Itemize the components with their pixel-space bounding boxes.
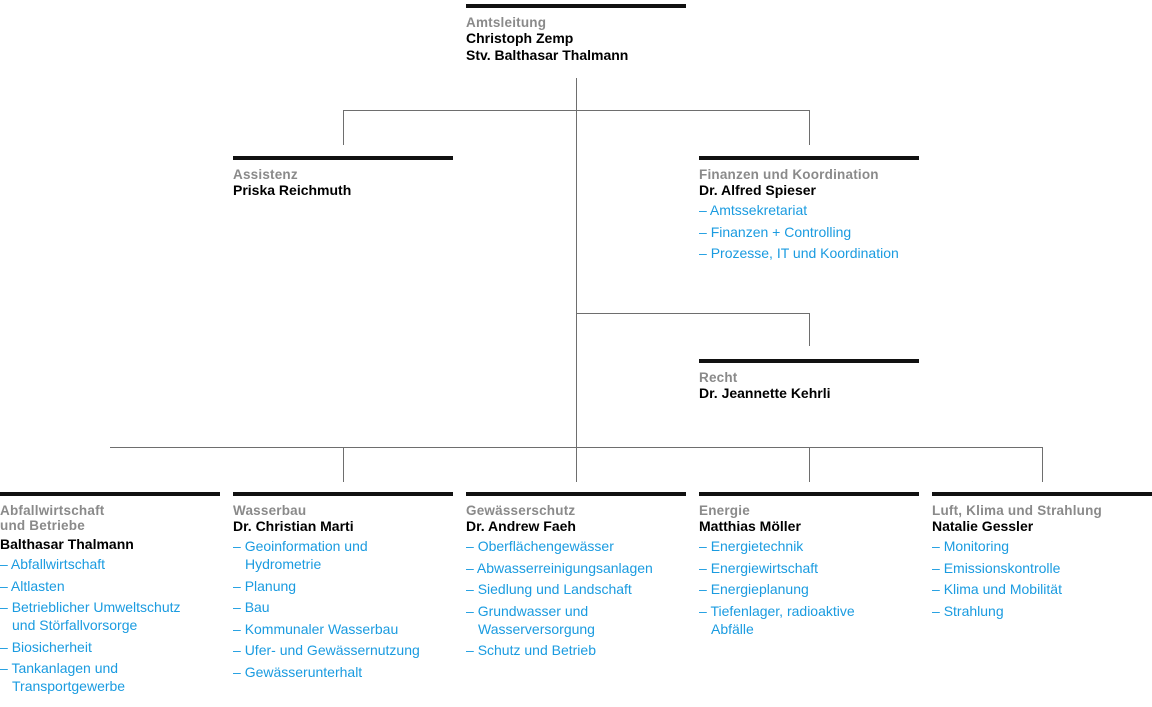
section-link[interactable]: – Gewässerunterhalt	[233, 663, 453, 681]
node-bar	[932, 492, 1152, 496]
section-link[interactable]: – Tankanlagen und Transportgewerbe	[0, 659, 152, 695]
node-title: Abfallwirtschaft und Betriebe	[0, 503, 105, 533]
node-amtsleitung	[466, 4, 686, 64]
node-finanzen	[699, 156, 919, 266]
section-link[interactable]: – Oberflächengewässer	[466, 537, 686, 555]
section-link[interactable]: – Bau	[233, 598, 453, 616]
section-list	[932, 537, 1152, 620]
node-deputy-name: Stv. Balthasar Thalmann	[466, 47, 629, 63]
section-link[interactable]: – Strahlung	[932, 602, 1152, 620]
section-list	[233, 537, 453, 681]
section-link[interactable]: – Planung	[233, 577, 453, 595]
section-link[interactable]: – Altlasten	[0, 577, 220, 595]
node-title: Recht	[699, 370, 738, 385]
section-link[interactable]: – Emissionskontrolle	[932, 559, 1152, 577]
node-title: Energie	[699, 503, 750, 518]
section-link[interactable]: – Amtssekretariat	[699, 201, 919, 219]
section-link[interactable]: – Klima und Mobilität	[932, 580, 1152, 598]
branch-line-top	[343, 110, 810, 111]
drop-line-recht	[809, 313, 810, 346]
node-recht	[699, 359, 919, 402]
node-bar	[233, 156, 453, 160]
node-energie	[699, 492, 919, 641]
node-bar	[699, 492, 919, 496]
section-link[interactable]: – Energietechnik	[699, 537, 919, 555]
section-link[interactable]: – Betrieblicher Umweltschutz und Störfallvorsorge	[0, 598, 202, 634]
node-abfall	[0, 492, 220, 699]
section-list	[699, 537, 919, 638]
node-head-name: Dr. Jeannette Kehrli	[699, 385, 831, 401]
branch-line-recht	[576, 313, 810, 314]
section-link[interactable]: – Monitoring	[932, 537, 1152, 555]
section-link[interactable]: – Prozesse, IT und Koordination	[699, 244, 919, 262]
node-bar	[466, 492, 686, 496]
section-link[interactable]: – Biosicherheit	[0, 638, 220, 656]
node-head-name: Priska Reichmuth	[233, 182, 352, 198]
node-head-name: Christoph Zemp	[466, 30, 574, 46]
section-link[interactable]: – Energiewirtschaft	[699, 559, 919, 577]
node-title: Finanzen und Koordination	[699, 167, 879, 182]
section-list	[699, 201, 919, 262]
section-link[interactable]: – Schutz und Betrieb	[466, 641, 686, 659]
node-title: Gewässerschutz	[466, 503, 576, 518]
drop-line-gewaesserschutz	[576, 447, 577, 482]
node-wasserbau	[233, 492, 453, 684]
drop-line-assistenz	[343, 110, 344, 145]
section-link[interactable]: – Finanzen + Controlling	[699, 223, 919, 241]
trunk-line	[576, 78, 577, 453]
node-head-name: Dr. Alfred Spieser	[699, 182, 816, 198]
section-link[interactable]: – Geoinformation und Hydrometrie	[233, 537, 405, 573]
section-link[interactable]: – Abfallwirtschaft	[0, 555, 220, 573]
node-bar	[0, 492, 220, 496]
node-gewaesserschutz	[466, 492, 686, 663]
node-luft	[932, 492, 1152, 623]
node-head-name: Matthias Möller	[699, 518, 801, 534]
section-list	[0, 555, 220, 695]
node-title: Amtsleitung	[466, 15, 547, 30]
drop-line-finanzen	[809, 110, 810, 145]
node-bar	[699, 359, 919, 363]
node-title: Wasserbau	[233, 503, 307, 518]
section-link[interactable]: – Ufer- und Gewässernutzung	[233, 641, 453, 659]
section-link[interactable]: – Tiefenlager, radioaktive Abfälle	[699, 602, 861, 638]
section-link[interactable]: – Siedlung und Landschaft	[466, 580, 686, 598]
section-link[interactable]: – Energieplanung	[699, 580, 919, 598]
node-title: Assistenz	[233, 167, 298, 182]
node-bar	[233, 492, 453, 496]
node-assistenz	[233, 156, 453, 199]
node-bar	[699, 156, 919, 160]
node-bar	[466, 4, 686, 8]
section-link[interactable]: – Abwasserreinigungsanlagen	[466, 559, 686, 577]
node-head-name: Balthasar Thalmann	[0, 536, 134, 552]
node-head-name: Natalie Gessler	[932, 518, 1034, 534]
drop-line-wasserbau	[343, 447, 344, 482]
node-title: Luft, Klima und Strahlung	[932, 503, 1102, 518]
section-link[interactable]: – Grundwasser und Wasserversorgung	[466, 602, 628, 638]
drop-line-energie	[809, 447, 810, 482]
node-head-name: Dr. Christian Marti	[233, 518, 354, 534]
node-head-name: Dr. Andrew Faeh	[466, 518, 576, 534]
drop-line-luft	[1042, 447, 1043, 482]
section-list	[466, 537, 686, 659]
section-link[interactable]: – Kommunaler Wasserbau	[233, 620, 453, 638]
